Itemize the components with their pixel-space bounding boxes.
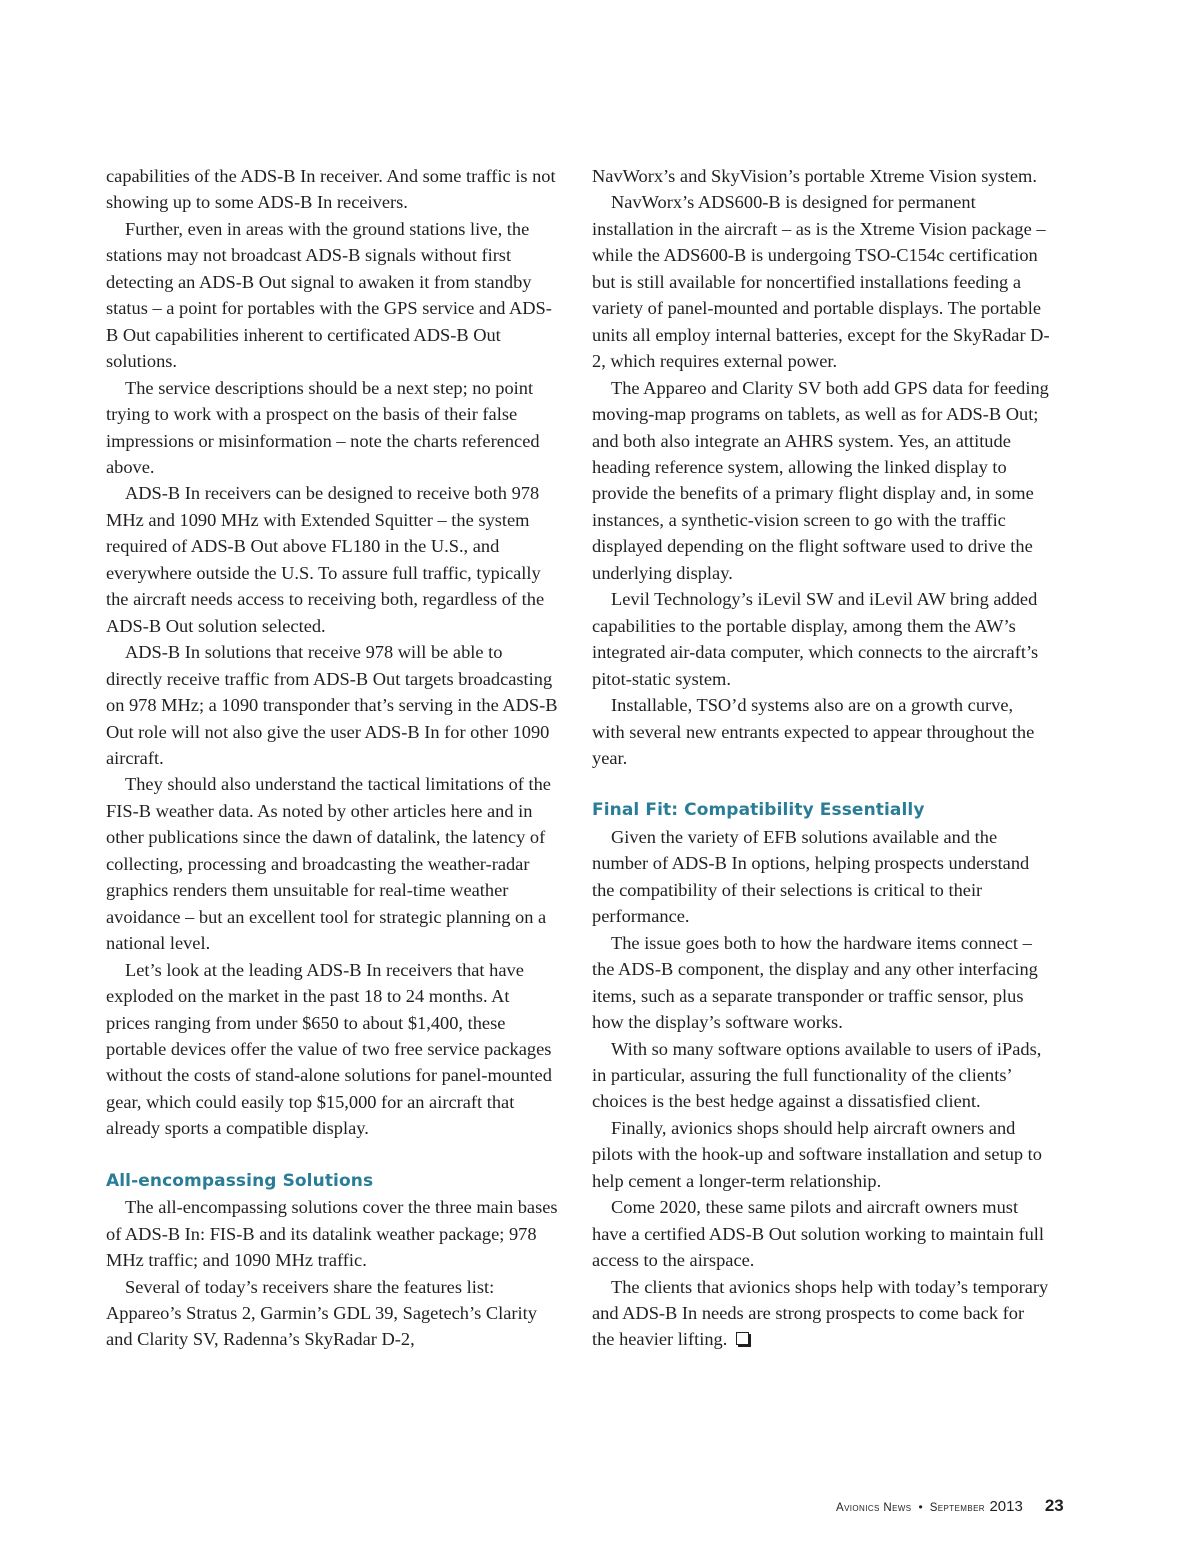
closing-paragraph-text: The clients that avionics shops help with today’s temporary and ADS-B In needs are strong prospects to come back for the heavier lifting. <box>592 1276 1049 1350</box>
body-paragraph: Given the variety of EFB solutions available and the number of ADS-B In options, helping prospects understand the compatibility of their selections is critical to their performance. <box>592 826 1030 927</box>
body-paragraph: NavWorx’s ADS600-B is designed for permanent installation in the aircraft – as is the Xtreme Vision package – while the ADS600-B is undergoing TSO-C154c certification but is still available for noncertified installations feeding a variety of panel-mounted and portable displays. The portable units all employ internal batteries, except for the SkyRadar D-2, which requires external power. <box>592 192 1050 372</box>
body-paragraph: With so many software options available to users of iPads, in particular, assuring the full functionality of the clients’ choices is the best hedge against a dissatisfied client. <box>592 1038 1042 1112</box>
body-paragraph: ADS-B In solutions that receive 978 will be able to directly receive traffic from ADS-B Out targets broadcasting on 978 MHz; a 1090 transponder that’s serving in the ADS-B Out role will not also give the user ADS-B In for other 1090 aircraft. <box>106 642 558 768</box>
body-paragraph: Levil Technology’s iLevil SW and iLevil AW bring added capabilities to the portable display, among them the AW’s integrated air-data computer, which connects to the aircraft’s pitot-static system. <box>592 589 1039 689</box>
left-column <box>106 163 558 1353</box>
body-paragraph: Come 2020, these same pilots and aircraft owners must have a certified ADS-B Out solution working to maintain full access to the airspace. <box>592 1197 1045 1271</box>
body-paragraph: Further, even in areas with the ground stations live, the stations may not broadcast ADS-B signals without first detecting an ADS-B Out signal to awaken it from standby status – a point for portables with the GPS service and ADS-B Out capabilities inherent to certificated ADS-B Out solutions. <box>106 218 552 372</box>
body-paragraph: Installable, TSO’d systems also are on a growth curve, with several new entrants expected to appear throughout the year. <box>592 695 1035 768</box>
body-paragraph: They should also understand the tactical limitations of the FIS-B weather data. As noted by other articles here and in other publications since the dawn of datalink, the latency of collecting, processing and broadcasting the weather-radar graphics renders them unsuitable for real-time weather avoidance – but an excellent tool for strategic planning on a national level. <box>106 774 551 954</box>
end-mark-icon <box>736 1332 749 1345</box>
body-paragraph: The service descriptions should be a next step; no point trying to work with a prospect on the basis of their false impressions or misinformation – note the charts referenced above. <box>106 377 540 477</box>
section-heading: All-encompassing Solutions <box>106 1170 374 1191</box>
footer-separator: • <box>918 1500 923 1514</box>
body-paragraph: ADS-B In receivers can be designed to receive both 978 MHz and 1090 MHz with Extended Squitter – the system required of ADS-B Out above FL180 in the U.S., and everywhere outside the U.S. To assure full traffic, typically the aircraft needs access to receiving both, regardless of the ADS-B Out solution selected. <box>106 483 545 636</box>
body-paragraph: capabilities of the ADS-B In receiver. And some traffic is not showing up to some ADS-B In receivers. <box>106 166 556 213</box>
issue-month: September <box>929 1502 985 1514</box>
right-column <box>592 163 1050 1353</box>
page-footer <box>836 1496 1064 1516</box>
publication-name: Avionics News <box>836 1502 912 1514</box>
body-paragraph: Several of today’s receivers share the features list: Appareo’s Stratus 2, Garmin’s GDL 39, Sagetech’s Clarity and Clarity SV, Radenna’s SkyRadar D-2, <box>106 1276 537 1350</box>
body-paragraph: Let’s look at the leading ADS-B In receivers that have exploded on the market in the past 18 to 24 months. At prices ranging from under $650 to about $1,400, these portable devices offer the value of two free service packages without the costs of stand-alone solutions for panel-mounted gear, which could easily top $15,000 for an aircraft that already sports a compatible display. <box>106 959 552 1139</box>
page-number: 23 <box>1044 1496 1064 1515</box>
body-paragraph <box>592 1274 1050 1353</box>
section-heading: Final Fit: Compatibility Essentially <box>592 800 925 821</box>
body-paragraph: The all-encompassing solutions cover the three main bases of ADS-B In: FIS-B and its datalink weather package; 978 MHz traffic; and 1090 MHz traffic. <box>106 1197 558 1271</box>
body-paragraph: Finally, avionics shops should help aircraft owners and pilots with the hook-up and software installation and setup to help cement a longer-term relationship. <box>592 1117 1042 1191</box>
body-paragraph: The issue goes both to how the hardware items connect – the ADS-B component, the display and any other interfacing items, such as a separate transponder or traffic sensor, plus how the display’s software works. <box>592 932 1038 1033</box>
body-paragraph: The Appareo and Clarity SV both add GPS data for feeding moving-map programs on tablets, as well as for ADS-B Out; and both also integrate an AHRS system. Yes, an attitude heading reference system, allowing the linked display to provide the benefits of a primary flight display and, in some instances, a synthetic-vision screen to go with the traffic displayed depending on the flight software used to drive the underlying display. <box>592 377 1049 583</box>
issue-year: 2013 <box>989 1498 1023 1515</box>
body-paragraph: NavWorx’s and SkyVision’s portable Xtreme Vision system. <box>592 166 1037 186</box>
